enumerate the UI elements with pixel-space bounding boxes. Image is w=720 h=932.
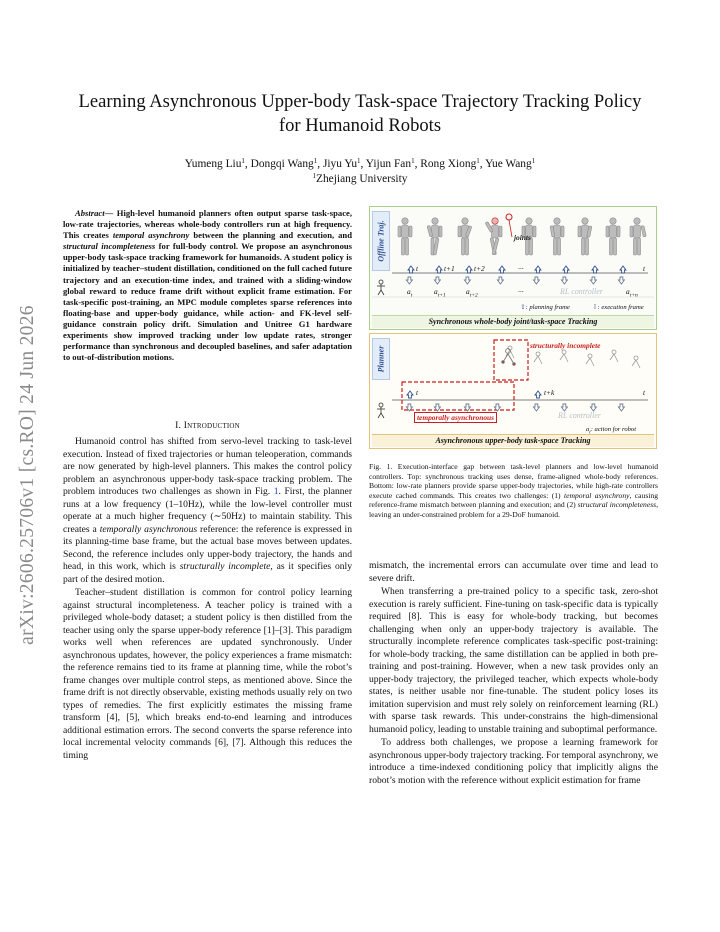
planning-frame-arrow bbox=[620, 266, 626, 273]
planning-frame-arrow bbox=[592, 266, 598, 273]
offline-traj-label: Offline Traj. bbox=[372, 211, 390, 271]
arxiv-id: arXiv:2606.25706v1 [cs.RO] 24 Jun 2026 bbox=[17, 305, 38, 645]
time-label: ··· bbox=[518, 264, 524, 273]
author-list bbox=[60, 157, 660, 171]
author: Rong Xiong$^1$, bbox=[420, 157, 486, 170]
async-panel-banner: Asynchronous upper-body task-space Tracking bbox=[372, 434, 654, 447]
humanoid-figure bbox=[485, 218, 502, 255]
action-label: $a_t$ bbox=[407, 287, 413, 299]
action-legend: $a_t$: action for robot bbox=[586, 426, 637, 436]
execution-frame-arrow bbox=[590, 277, 596, 284]
time-label: t+1 bbox=[444, 264, 455, 273]
time-label: t bbox=[643, 264, 646, 273]
section-heading: I. Introduction bbox=[175, 420, 240, 431]
time-label: t bbox=[416, 388, 419, 397]
execution-frame-arrow bbox=[406, 277, 412, 284]
action-label: ··· bbox=[518, 287, 524, 296]
author: Yijun Fan$^1$, bbox=[365, 157, 421, 170]
arxiv-stamp bbox=[8, 255, 48, 695]
author: Jiyu Yu$^1$, bbox=[322, 157, 366, 170]
joints-label: joints bbox=[514, 233, 531, 242]
time-label: t+k bbox=[544, 388, 555, 397]
author: Yumeng Liu$^1$, bbox=[184, 157, 251, 170]
humanoid-figure bbox=[578, 218, 592, 255]
humanoid-figure bbox=[606, 218, 620, 255]
execution-frame-arrow bbox=[533, 277, 539, 284]
planning-frame-arrow bbox=[535, 266, 541, 273]
legend-execution: ⇩: execution frame bbox=[592, 304, 644, 311]
abstract-lead: Abstract bbox=[75, 208, 105, 218]
author: Dongqi Wang$^1$, bbox=[250, 157, 323, 170]
planning-frame-arrow bbox=[535, 391, 541, 398]
author: Yue Wang$^1$ bbox=[485, 157, 536, 170]
sync-panel-banner: Synchronous whole-body joint/task-space Tracking bbox=[372, 315, 654, 328]
intro-left-column bbox=[63, 436, 352, 762]
robot-icon bbox=[377, 403, 385, 418]
skeleton-figure bbox=[586, 354, 594, 366]
humanoid-figure bbox=[630, 218, 646, 255]
async-panel bbox=[369, 333, 657, 449]
execution-frame-arrow bbox=[464, 277, 470, 284]
planning-frame-arrow bbox=[499, 266, 505, 273]
action-label: $a_{t+1}$ bbox=[434, 287, 446, 299]
paragraph: Teacher–student distillation is common for control policy learning against structural incompleteness. A teacher policy is trained with a privileged whole-body dataset; a student policy is then distilled from the teacher using only the sparse upper-body reference [1]–[3]. This paradigm works well when references are updated synchronously. Under asynchronous updates, however, the policy experiences a frame mismatch: the reference remains tied to its frame at planning time, while the robot’s frame changes over multiple control steps, as mentioned above. Since the frame drift is not directly observable, existing methods usually rely on two types of remedies. The first explicitly estimates the missing frame transform [4], [5], which breaks end-to-end learning and introduces additional estimation errors. The second converts the sparse reference into local incremental velocity commands [6], [7]. Although this reduces the timing bbox=[63, 587, 352, 761]
affiliation: $^1$Zhejiang University bbox=[312, 172, 408, 185]
execution-frame-arrow bbox=[561, 404, 567, 411]
humanoid-figure bbox=[458, 218, 472, 255]
temporally-asynchronous-label: temporally asynchronous bbox=[414, 412, 497, 423]
humanoid-figure bbox=[550, 218, 564, 255]
paper-title bbox=[60, 90, 660, 138]
execution-frame-arrow bbox=[618, 277, 624, 284]
execution-frame-arrow bbox=[590, 404, 596, 411]
planning-frame-arrow bbox=[408, 266, 414, 273]
humanoid-figure bbox=[398, 218, 412, 255]
figure-1 bbox=[369, 206, 658, 450]
planning-frame-arrow bbox=[466, 266, 472, 273]
time-label: t+2 bbox=[474, 264, 485, 273]
skeleton-figure bbox=[632, 356, 640, 368]
planner-label: Planner bbox=[372, 338, 390, 380]
execution-frame-arrow bbox=[561, 277, 567, 284]
time-label: t bbox=[643, 388, 646, 397]
legend-planning: ⇧: planning frame bbox=[520, 304, 570, 311]
paragraph: Humanoid control has shifted from servo-level tracking to task-level execution. Instead of fixed trajectories or human teleoperation, commands are now generated by high-level planners. This makes the control policy problem an asynchronous upper-body task-space tracking problem. The problem introduces two challenges as shown in Fig. 1. First, the planner runs at a low frequency (1–10Hz), while the low-level controller must operate at a much higher frequency (∼50Hz) to maintain stability. This creates a temporally asynchronous reference: the reference is expressed in its planning-time base frame, but the actual base moves between updates. Second, the reference includes only upper-body trajectory, the hands and head, in this work, which is structurally incomplete, as it specifies only part of the desired motion. bbox=[63, 436, 353, 585]
humanoid-figure bbox=[427, 218, 442, 255]
time-label: t bbox=[416, 264, 419, 273]
sync-panel bbox=[369, 206, 657, 330]
figure-ref-link[interactable]: 1 bbox=[273, 486, 279, 497]
action-label: $a_{t+2}$ bbox=[466, 287, 478, 299]
figure-caption: Fig. 1. Execution-interface gap between task-level planners and low-level humanoid controllers. Top: synchronous tracking uses dense, frame-aligned whole-body references. Bottom: low-rate planners provide sparse upper-body trajectories, while high-rate controllers execute cached commands. This creates two challenges: (1) temporal asynchrony, causing reference-frame mismatch between planning and execution; and (2) structural incompleteness, leaving an under-constrained problem for a 29-DoF humanoid. bbox=[369, 462, 659, 519]
planning-frame-arrow bbox=[563, 266, 569, 273]
skeleton-figure bbox=[560, 350, 568, 362]
planning-frame-arrow bbox=[407, 391, 413, 398]
title-line-2: for Humanoid Robots bbox=[278, 115, 442, 136]
execution-frame-arrow bbox=[497, 277, 503, 284]
structurally-incomplete-label: structurally incomplete bbox=[530, 341, 601, 350]
paragraph: When transferring a pre-trained policy to a specific task, zero-shot execution is rarely sufficient. Fine-tuning on task-specific data is typically required [8]. This is easy for whole-body tracking, but becomes challenging when only an upper-body trajectory is available. The structurally incomplete reference complicates task-specific post-training: for whole-body tracking, the same distillation can be applied in both pre-training and post-training. However, when a new task provides only an upper-body trajectory, the privileged teacher, which expects whole-body states, is neither usable nor fine-tunable. The student policy loses its imitation supervision and must rely solely on reinforcement learning (RL) with sparse task rewards. This under-constrains the high-dimensional humanoid policy, leading to unstable training and suboptimal performance. bbox=[369, 586, 658, 735]
robot-icon bbox=[377, 280, 385, 295]
execution-frame-arrow bbox=[618, 404, 624, 411]
intro-right-column bbox=[369, 560, 658, 787]
paragraph: To address both challenges, we propose a learning framework for asynchronous upper-body trajectory tracking. For temporal asynchrony, we introduce a time-indexed conditioning policy that implicitly aligns the robot’s motion with the reference without explicit estimation for frame bbox=[369, 737, 658, 786]
abstract: Abstract— High-level humanoid planners often output sparse task-space, low-rate trajectories, whereas whole-body controllers run at high frequency. This creates temporal asynchrony between the planning and execution, and structural incompleteness for full-body control. We propose an asynchronous upper-body task-space tracking framework for humanoids. A student policy is initialized by teacher–student distillation, conditioned on the full cached future trajectory and an execution-time index, and trained with a sliding-window global reward to reduce frame drift without explicit frame estimation. For task-specific post-training, an MPC module completes sparse references into floating-base and upper-body guidance, while action- and FK-level self-guidance constrain policy drift. Simulation and Unitree G1 hardware experiments show improved tracking under low update rates, stronger performance than synchronous and decoupled baselines, and safer adaptation to out-of-distribution motions. bbox=[63, 208, 353, 363]
planning-frame-arrow bbox=[436, 266, 442, 273]
rl-controller-label: RL controller bbox=[560, 287, 603, 296]
rl-controller-label: RL controller bbox=[558, 411, 601, 420]
execution-frame-arrow bbox=[434, 277, 440, 284]
title-line-1: Learning Asynchronous Upper-body Task-space Trajectory Tracking Policy bbox=[78, 91, 642, 112]
action-label: $a_{t+n}$ bbox=[626, 287, 638, 299]
joint-pointer bbox=[509, 220, 512, 237]
skeleton-figure bbox=[534, 352, 542, 364]
joint-marker bbox=[506, 214, 512, 220]
skeleton-figure bbox=[610, 350, 618, 362]
execution-frame-arrow bbox=[533, 404, 539, 411]
paragraph: mismatch, the incremental errors can accumulate over time and lead to severe drift. bbox=[369, 560, 658, 584]
